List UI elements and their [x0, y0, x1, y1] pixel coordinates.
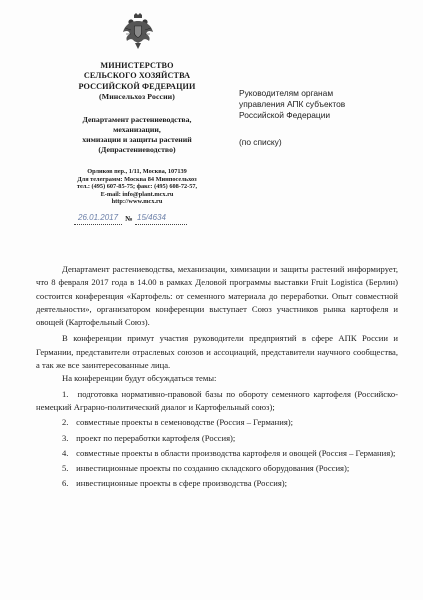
number-underline	[135, 224, 187, 225]
addressee-line: управления АПК субъектов	[239, 99, 346, 110]
ministry-line: МИНИСТЕРСТВО	[100, 61, 174, 70]
topic-number: 1.	[62, 388, 69, 399]
topic-item	[36, 477, 398, 490]
topic-text: проект по переработки картофеля (Россия);	[76, 432, 236, 443]
ministry-short-name: (Минсельхоз России)	[99, 92, 175, 102]
topic-text: инвестиционные проекты в сфере производства (Россия);	[76, 478, 288, 489]
department-line: Департамент растениеводства,	[82, 115, 192, 124]
contact-block	[62, 168, 212, 206]
contact-address: Орликов пер., 1/11, Москва, 107139	[87, 168, 187, 175]
topic-number: 6.	[62, 478, 69, 489]
contact-website: http://www.mcx.ru	[111, 198, 163, 206]
department-line: механизации,	[113, 125, 161, 134]
topic-number: 5.	[62, 463, 69, 474]
department-title	[62, 115, 212, 155]
contact-phone: тел.: (495) 607-85-75; факс: (495) 608-72-57,	[76, 183, 198, 191]
coat-of-arms-icon	[121, 12, 155, 50]
addressee-line: Руководителям органам	[239, 88, 334, 98]
registration-number: 15/4634	[137, 213, 166, 222]
department-line: (Депрастениеводство)	[98, 145, 176, 154]
topic-item	[36, 416, 398, 429]
topic-number: 2.	[62, 417, 69, 428]
addressee-list-note: (по списку)	[239, 136, 282, 147]
topic-text: инвестиционные проекты по созданию складского оборудования (Россия);	[76, 463, 350, 474]
topic-item	[36, 432, 398, 445]
number-sign: №	[125, 214, 133, 223]
date-underline	[74, 224, 122, 225]
topic-item	[36, 462, 398, 475]
contact-email: E-mail: info@plant.mcx.ru	[100, 190, 174, 198]
topic-text: совместные проекты в семеноводстве (Россия – Германия);	[76, 417, 294, 428]
ministry-line: СЕЛЬСКОГО ХОЗЯЙСТВА	[83, 71, 191, 81]
topics-intro: На конференции будут обсуждаться темы:	[62, 373, 217, 384]
contact-telegram: Для телеграмм: Москва 84 Минпосельхоз	[77, 175, 197, 183]
department-line: химизации и защиты растений	[82, 135, 192, 144]
body-paragraph: В конференции примут участия руководители предприятий в сфере АПК России и Германии, представители отраслевых союзов и ассоциаций, представители научного сообщества, а так же все заинтересованные лица.	[36, 333, 398, 371]
topic-number: 3.	[62, 432, 69, 443]
topic-text: подготовка нормативно-правовой базы по обороту семенного картофеля (Российско-немецкий Аграрно-политический диалог и Картофельный союз);	[36, 388, 398, 412]
registration-date: 26.01.2017	[78, 213, 119, 222]
topic-text: совместные проекты в области производства картофеля и овощей (Россия – Германия);	[76, 447, 396, 458]
topic-item	[36, 388, 398, 415]
body-paragraph: Департамент растениеводства, механизации, химизации и защиты растений информирует, что 8 февраля 2017 года в 14.00 в рамках Деловой программы выставки Fruit Logistica (Берлин) состоится конференция «Картофель: от семенного материала до переработки. Опыт совместной деятельности», организатором конференции выступает Союз участников рынка картофеля и овощей (Картофельный Союз).	[36, 264, 398, 328]
ministry-line: РОССИЙСКОЙ ФЕДЕРАЦИИ	[78, 81, 196, 91]
addressee-block	[239, 88, 399, 148]
topic-number: 4.	[62, 447, 69, 458]
ministry-title	[62, 61, 212, 103]
registration-line	[68, 213, 208, 225]
addressee-line: Российской Федерации	[239, 110, 331, 121]
topic-item	[36, 447, 398, 460]
topics-list	[36, 388, 398, 491]
letter-body	[36, 263, 398, 491]
